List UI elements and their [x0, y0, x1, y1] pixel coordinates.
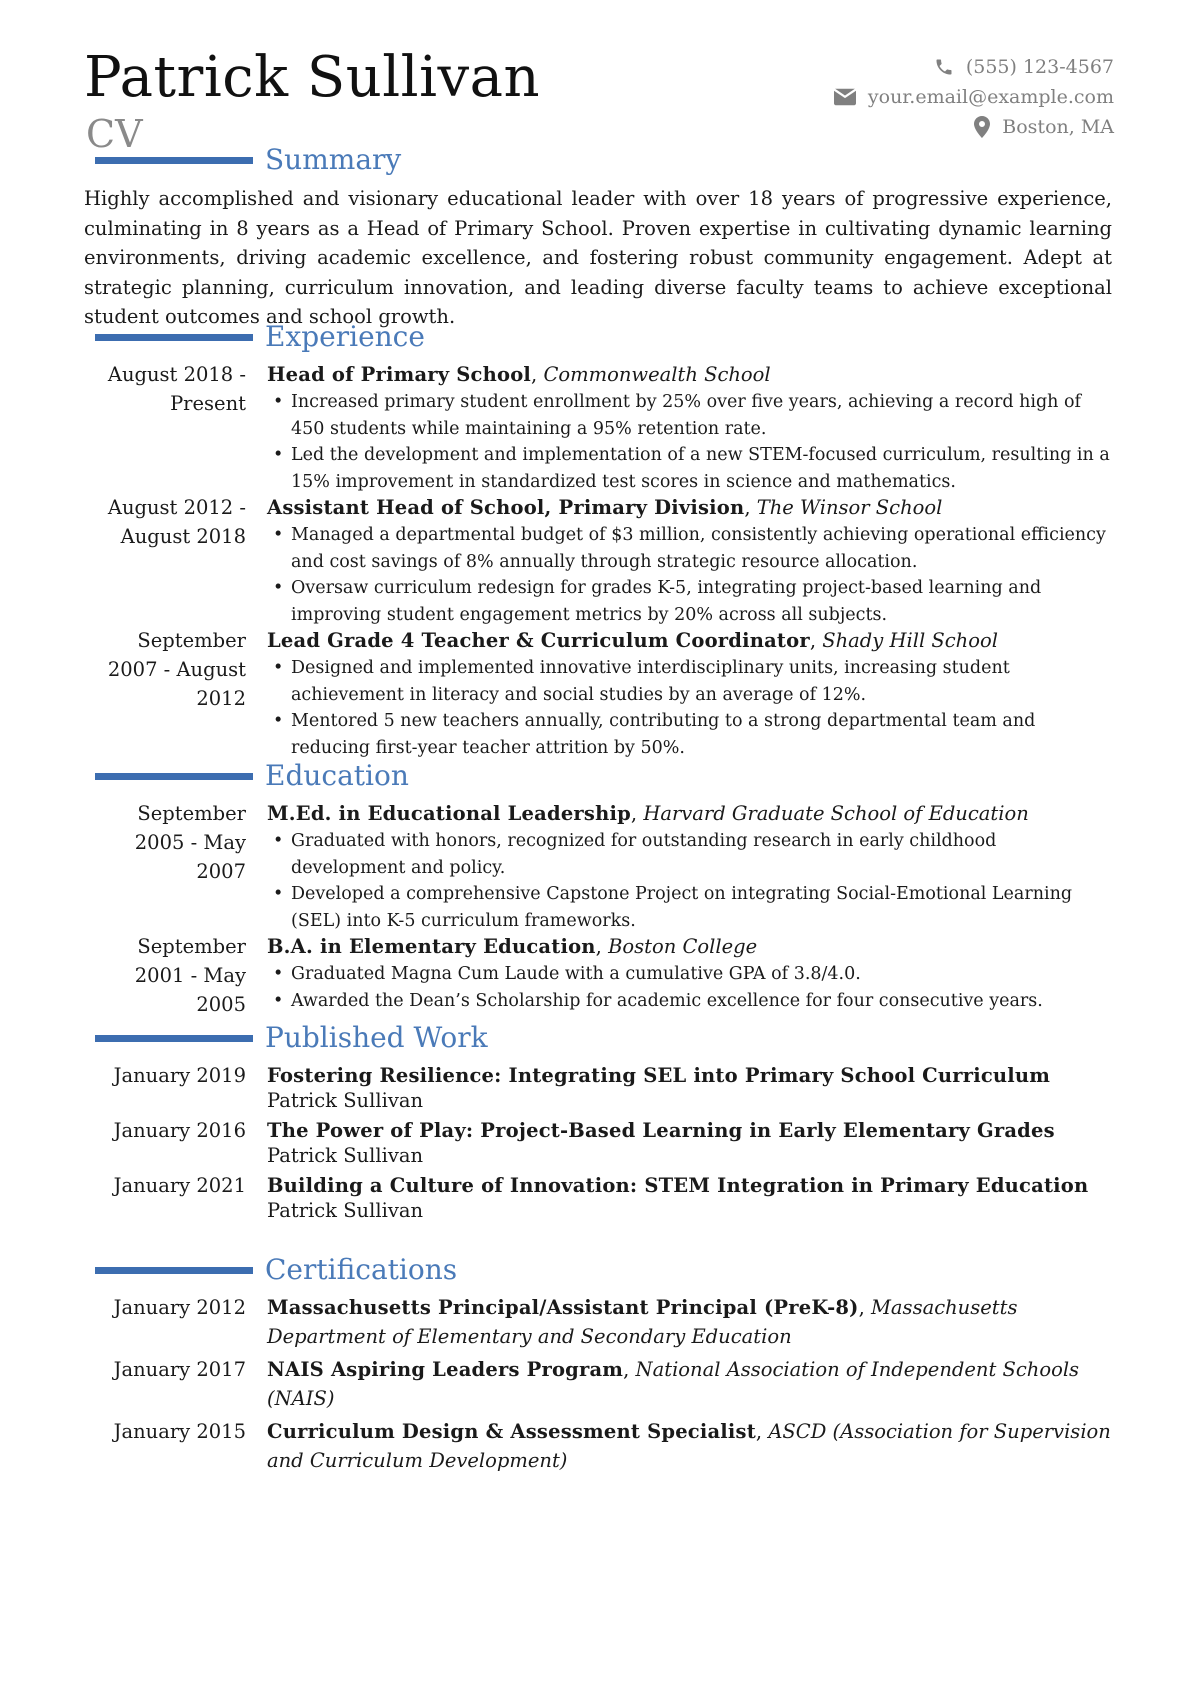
section-published-heading [95, 1023, 488, 1053]
section-title: Education [265, 759, 409, 792]
certification-title: NAIS Aspiring Leaders Program, National Association of Independent Schools (NAIS) [267, 1358, 1080, 1410]
section-summary-heading [95, 145, 401, 175]
publication-title-text: Building a Culture of Innovation: STEM Integration in Primary Education [267, 1174, 1089, 1197]
school: Boston College [608, 935, 758, 958]
entry-title: Lead Grade 4 Teacher & Curriculum Coordinator, Shady Hill School [267, 629, 998, 652]
bullet-item: • Oversaw curriculum redesign for grades K-5, integrating project-based learning and improving student engagement metrics by 20% across all subjects. [267, 575, 1112, 628]
section-bar [95, 334, 253, 341]
entry-date: January 2016 [113, 1119, 246, 1142]
section-bar [95, 1035, 253, 1042]
certification-title: Curriculum Design & Assessment Specialist, ASCD (Association for Supervision and Curriculum Development) [267, 1420, 1111, 1472]
entry-date: August 2012 - August 2018 [107, 496, 246, 548]
job-org: Commonwealth School [543, 363, 771, 386]
entry-title: Assistant Head of School, Primary Division, The Winsor School [267, 496, 943, 519]
phone-icon [934, 57, 954, 77]
entry-date: September 2001 - May 2005 [134, 935, 246, 1016]
contact-phone [834, 52, 1114, 82]
degree: B.A. in Elementary Education [267, 935, 596, 958]
publication-title [267, 1171, 1112, 1200]
section-title: Summary [265, 143, 402, 176]
bullet-item: • Developed a comprehensive Capstone Project on integrating Social-Emotional Learning (SEL) into K-5 curriculum frameworks. [267, 881, 1112, 934]
section-bar [95, 157, 253, 164]
entry-date: January 2012 [113, 1296, 246, 1319]
job-org: Shady Hill School [822, 629, 998, 652]
job-org: The Winsor School [756, 496, 943, 519]
phone-text[interactable]: (555) 123-4567 [965, 56, 1114, 78]
summary-text: Highly accomplished and visionary educational leader with over 18 years of progressive experience, culminating in 8 years as a Head of Primary School. Proven expertise in cultivating dynamic learning environments, driving academic excellence, and fostering robust community engagement. Adept at strategic planning, curriculum innovation, and leading diverse faculty teams to achieve exceptional student outcomes and school growth. [84, 187, 1112, 328]
section-experience-heading [95, 322, 425, 352]
certification-issuer: Massachusetts Department of Elementary and Secondary Education [267, 1296, 1018, 1348]
certification-issuer: National Association of Independent Schools (NAIS) [267, 1358, 1080, 1410]
publication-title [267, 1116, 1112, 1145]
degree: M.Ed. in Educational Leadership [267, 802, 631, 825]
contact-location [834, 112, 1114, 142]
entry-date: January 2019 [113, 1064, 246, 1087]
entry-title: M.Ed. in Educational Leadership, Harvard Graduate School of Education [267, 802, 1029, 825]
certification-name: Massachusetts Principal/Assistant Principal (PreK-8) [267, 1296, 859, 1319]
job-role: Assistant Head of School, Primary Division [267, 496, 745, 519]
location-text: Boston, MA [1002, 116, 1114, 138]
bullet-item: • Managed a departmental budget of $3 million, consistently achieving operational efficiency and cost savings of 8% annually through strategic resource allocation. [267, 522, 1112, 575]
bullet-item: • Led the development and implementation of a new STEM-focused curriculum, resulting in a 15% improvement in standardized test scores in science and mathematics. [267, 442, 1112, 495]
school: Harvard Graduate School of Education [643, 802, 1029, 825]
bullet-item: • Increased primary student enrollment by 25% over five years, achieving a record high of 450 students while maintaining a 95% retention rate. [267, 389, 1112, 442]
certification-name: Curriculum Design & Assessment Specialist [267, 1420, 756, 1443]
publication-title-text: Fostering Resilience: Integrating SEL into Primary School Curriculum [267, 1064, 1051, 1087]
map-marker-icon [974, 116, 990, 138]
section-certifications-heading [95, 1255, 457, 1285]
publication-author: Patrick Sullivan [267, 1144, 424, 1167]
publication-author: Patrick Sullivan [267, 1199, 424, 1222]
cv-name: Patrick Sullivan [84, 45, 541, 110]
entry-date: September 2005 - May 2007 [134, 802, 246, 883]
cv-subtitle: CV [86, 112, 143, 156]
publication-title-text: The Power of Play: Project-Based Learning in Early Elementary Grades [267, 1119, 1055, 1142]
bullet-item: • Mentored 5 new teachers annually, contributing to a strong departmental team and reducing first-year teacher attrition by 50%. [267, 708, 1112, 761]
bullet-item: • Graduated Magna Cum Laude with a cumulative GPA of 3.8/4.0. [267, 961, 1112, 988]
certification-issuer: ASCD (Association for Supervision and Curriculum Development) [267, 1420, 1111, 1472]
certification-name: NAIS Aspiring Leaders Program [267, 1358, 624, 1381]
entry-date: August 2018 - Present [107, 363, 246, 415]
bullet-item: • Designed and implemented innovative interdisciplinary units, increasing student achievement in literacy and social studies by an average of 12%. [267, 655, 1112, 708]
bullet-item: • Awarded the Dean’s Scholarship for academic excellence for four consecutive years. [267, 988, 1112, 1015]
entry-title: Head of Primary School, Commonwealth School [267, 363, 771, 386]
publication-title [267, 1061, 1112, 1090]
certification-title: Massachusetts Principal/Assistant Principal (PreK-8), Massachusetts Department of Elementary and Secondary Education [267, 1296, 1018, 1348]
section-education-heading [95, 761, 409, 791]
email-text[interactable]: your.email@example.com [867, 86, 1114, 108]
section-title: Certifications [265, 1253, 458, 1286]
section-bar [95, 1267, 253, 1274]
job-role: Head of Primary School [267, 363, 532, 386]
bullet-item: • Graduated with honors, recognized for outstanding research in early childhood development and policy. [267, 828, 1112, 881]
entry-date: January 2021 [113, 1174, 246, 1197]
contact-block [834, 52, 1114, 142]
entry-date: January 2015 [113, 1420, 246, 1443]
publication-author: Patrick Sullivan [267, 1089, 424, 1112]
section-bar [95, 773, 253, 780]
section-title: Published Work [265, 1021, 488, 1054]
section-title: Experience [265, 320, 425, 353]
entry-date: January 2017 [113, 1358, 246, 1381]
entry-date: September 2007 - August 2012 [107, 629, 246, 710]
job-role: Lead Grade 4 Teacher & Curriculum Coordinator [267, 629, 810, 652]
contact-email [834, 82, 1114, 112]
envelope-icon [834, 88, 856, 106]
entry-title: B.A. in Elementary Education, Boston College [267, 935, 758, 958]
